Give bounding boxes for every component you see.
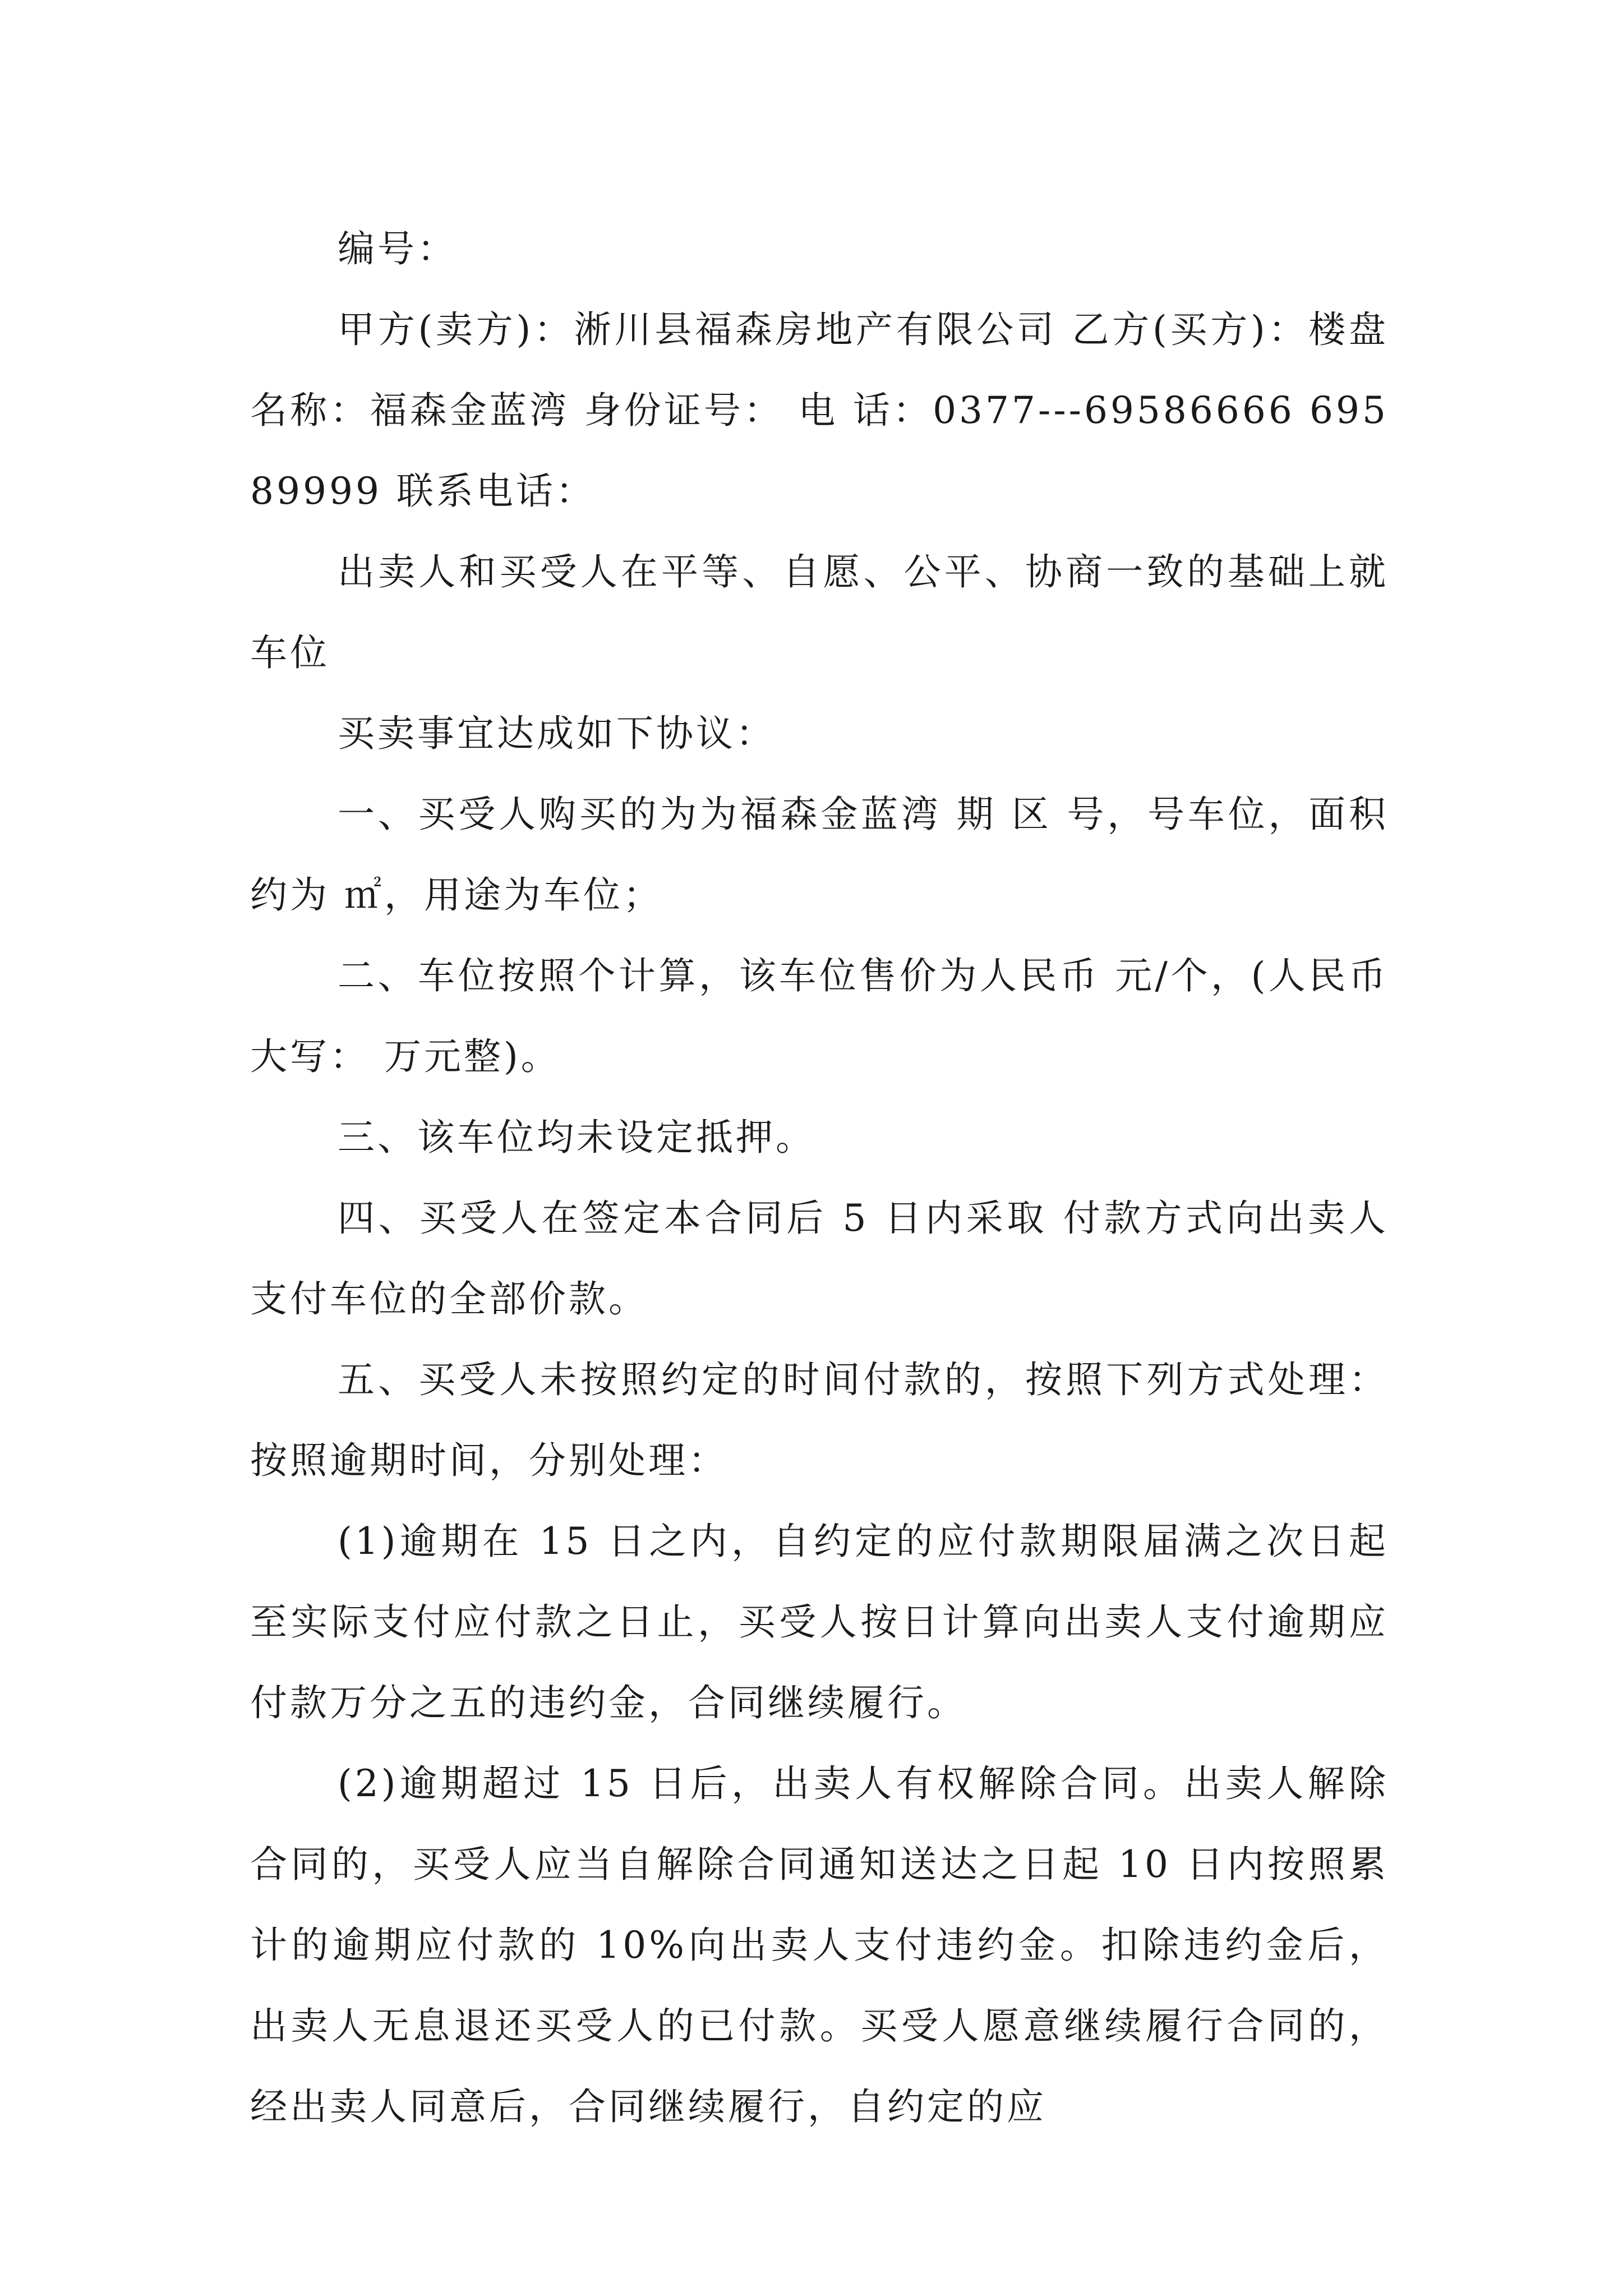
clause-5-paragraph: 五、买受人未按照约定的时间付款的，按照下列方式处理：按照逾期时间，分别处理：	[250, 1358, 1389, 1482]
preamble-paragraph: 出卖人和买受人在平等、自愿、公平、协商一致的基础上就车位	[250, 550, 1389, 674]
clause-1-paragraph: 一、买受人购买的为为福森金蓝湾 期 区 号，号车位，面积约为 ㎡，用途为车位；	[250, 793, 1389, 917]
contract-number-line: 编号：	[338, 227, 457, 270]
clause-2-paragraph: 二、车位按照个计算，该车位售价为人民币 元/个，(人民币大写： 万元整)。	[250, 954, 1389, 1078]
parties-info-paragraph: 甲方(卖方)：淅川县福森房地产有限公司 乙方(买方)：楼盘名称：福森金蓝湾 身份证号： 电 话：0377---69586666 69589999 联系电话：	[250, 308, 1389, 513]
clause-3-paragraph: 三、该车位均未设定抵押。	[338, 1116, 815, 1159]
contract-page	[250, 209, 1389, 2147]
agreement-intro-paragraph: 买卖事宜达成如下协议：	[338, 712, 776, 755]
clause-5-item-2-paragraph: (2)逾期超过 15 日后，出卖人有权解除合同。出卖人解除合同的，买受人应当自解除合同通知送达之日起 10 日内按照累计的逾期应付款的 10%向出卖人支付违约金。扣除违约金后，出卖人无息退还买受人的已付款。买受人愿意继续履行合同的，经出卖人同意后，合同继续履行，自约定的应	[250, 1762, 1389, 2128]
clause-4-paragraph: 四、买受人在签定本合同后 5 日内采取 付款方式向出卖人支付车位的全部价款。	[250, 1197, 1389, 1320]
clause-5-item-1-paragraph: (1)逾期在 15 日之内，自约定的应付款期限届满之次日起至实际支付应付款之日止，买受人按日计算向出卖人支付逾期应付款万分之五的违约金，合同继续履行。	[250, 1520, 1389, 1724]
